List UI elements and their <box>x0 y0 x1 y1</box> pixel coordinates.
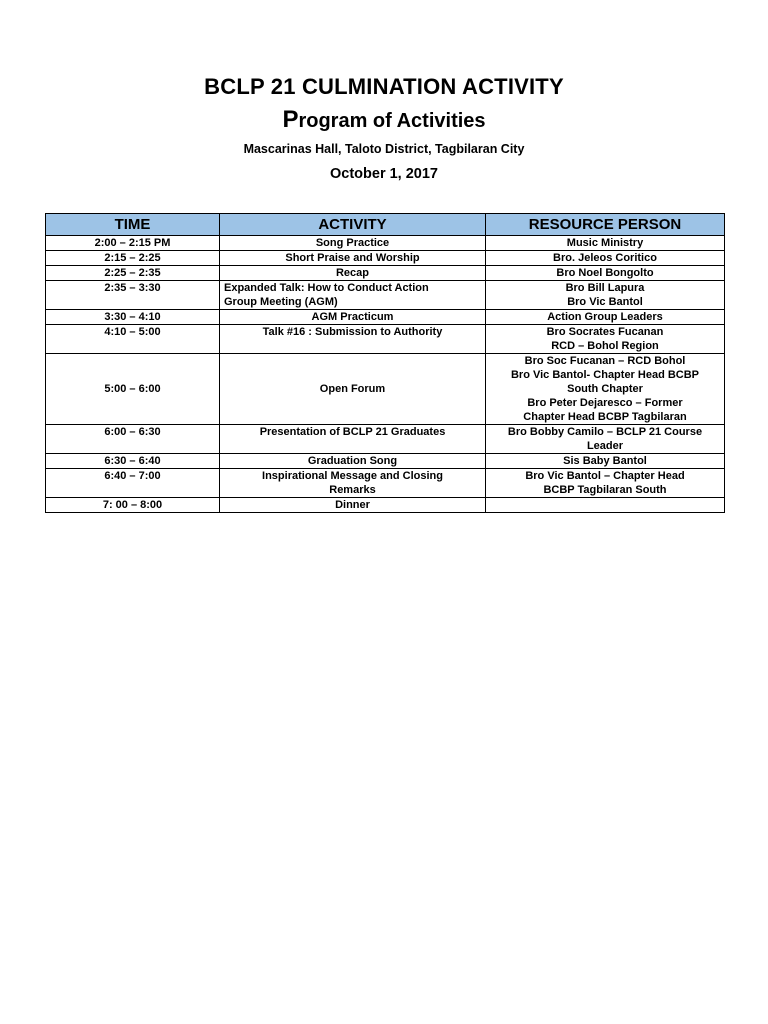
table-header-row <box>46 214 725 236</box>
column-header-resource-person: RESOURCE PERSON <box>486 214 725 236</box>
time-cell: 6:40 – 7:00 <box>46 469 220 498</box>
activity-line: Expanded Talk: How to Conduct Action <box>224 282 429 294</box>
resource-person-line: South Chapter <box>567 383 643 395</box>
activity-line: Recap <box>335 267 370 279</box>
resource-person-line: Action Group Leaders <box>547 311 663 323</box>
resource-person-line: Bro Socrates Fucanan <box>546 326 664 338</box>
resource-person-line: BCBP Tagbilaran South <box>543 484 667 496</box>
resource-person-cell <box>486 266 725 281</box>
time-cell: 2:00 – 2:15 PM <box>46 236 220 251</box>
resource-person-cell <box>486 469 725 498</box>
table-row <box>46 266 725 281</box>
subtitle-rest: rogram of Activities <box>298 110 486 132</box>
resource-person-line: Sis Baby Bantol <box>563 455 647 467</box>
table-row <box>46 425 725 454</box>
resource-person-cell <box>486 281 725 310</box>
activity-line: Song Practice <box>315 237 390 249</box>
activity-cell <box>220 354 486 425</box>
resource-person-cell <box>486 310 725 325</box>
table-row <box>46 281 725 310</box>
resource-person-line: RCD – Bohol Region <box>551 340 659 352</box>
activity-line: AGM Practicum <box>311 311 394 323</box>
resource-person-cell <box>486 354 725 425</box>
activity-line: Talk #16 : Submission to Authority <box>262 326 443 338</box>
table-row <box>46 325 725 354</box>
resource-person-cell <box>486 236 725 251</box>
time-cell: 6:00 – 6:30 <box>46 425 220 454</box>
activity-cell <box>220 325 486 354</box>
document-title: BCLP 21 CULMINATION ACTIVITY <box>204 74 564 99</box>
resource-person-line: Chapter Head BCBP Tagbilaran <box>523 411 687 423</box>
time-cell: 6:30 – 6:40 <box>46 454 220 469</box>
resource-person-cell <box>486 454 725 469</box>
activity-line: Graduation Song <box>307 455 398 467</box>
resource-person-line: Bro Bill Lapura <box>565 282 645 294</box>
resource-person-line: Bro Vic Bantol – Chapter Head <box>525 470 685 482</box>
table-row <box>46 454 725 469</box>
subtitle-initial: P <box>282 106 299 133</box>
program-table <box>45 213 725 513</box>
activity-line: Presentation of BCLP 21 Graduates <box>259 426 446 438</box>
event-date: October 1, 2017 <box>330 166 438 182</box>
resource-person-line: Music Ministry <box>566 237 644 249</box>
time-cell: 2:15 – 2:25 <box>46 251 220 266</box>
resource-person-line: Bro Soc Fucanan – RCD Bohol <box>524 355 686 367</box>
table-row <box>46 236 725 251</box>
resource-person-line: Bro Vic Bantol <box>567 296 643 308</box>
table-row <box>46 469 725 498</box>
activity-cell <box>220 236 486 251</box>
activity-line: Group Meeting (AGM) <box>224 296 338 308</box>
activity-cell <box>220 498 486 513</box>
resource-person-line: Bro Noel Bongolto <box>556 267 654 279</box>
column-header-time: TIME <box>46 214 220 236</box>
document-subtitle <box>0 106 768 134</box>
time-cell: 2:35 – 3:30 <box>46 281 220 310</box>
table-row <box>46 498 725 513</box>
activity-line: Dinner <box>335 499 370 511</box>
table-row <box>46 310 725 325</box>
activity-cell <box>220 425 486 454</box>
activity-cell <box>220 469 486 498</box>
activity-cell <box>220 266 486 281</box>
resource-person-line: Bro Peter Dejaresco – Former <box>527 397 683 409</box>
table-row <box>46 251 725 266</box>
activity-line: Short Praise and Worship <box>285 252 420 264</box>
activity-line: Open Forum <box>319 383 386 395</box>
resource-person-cell <box>486 425 725 454</box>
resource-person-line: Bro Vic Bantol- Chapter Head BCBP <box>510 369 700 381</box>
activity-cell <box>220 281 486 310</box>
resource-person-line: Bro. Jeleos Coritico <box>553 252 657 264</box>
activity-cell <box>220 251 486 266</box>
time-cell: 3:30 – 4:10 <box>46 310 220 325</box>
time-cell: 5:00 – 6:00 <box>46 354 220 425</box>
table-row <box>46 354 725 425</box>
resource-person-cell <box>486 251 725 266</box>
resource-person-line: Bro Bobby Camilo – BCLP 21 Course <box>507 426 703 438</box>
time-cell: 4:10 – 5:00 <box>46 325 220 354</box>
activity-cell <box>220 454 486 469</box>
resource-person-line: Leader <box>586 440 624 452</box>
activity-line: Remarks <box>329 484 376 496</box>
activity-cell <box>220 310 486 325</box>
program-table-body <box>46 236 725 513</box>
resource-person-cell <box>486 325 725 354</box>
column-header-activity: ACTIVITY <box>220 214 486 236</box>
time-cell: 2:25 – 2:35 <box>46 266 220 281</box>
activity-line: Inspirational Message and Closing <box>262 470 443 482</box>
venue-line: Mascarinas Hall, Taloto District, Tagbilaran City <box>243 142 525 156</box>
time-cell: 7: 00 – 8:00 <box>46 498 220 513</box>
resource-person-cell <box>486 498 725 513</box>
